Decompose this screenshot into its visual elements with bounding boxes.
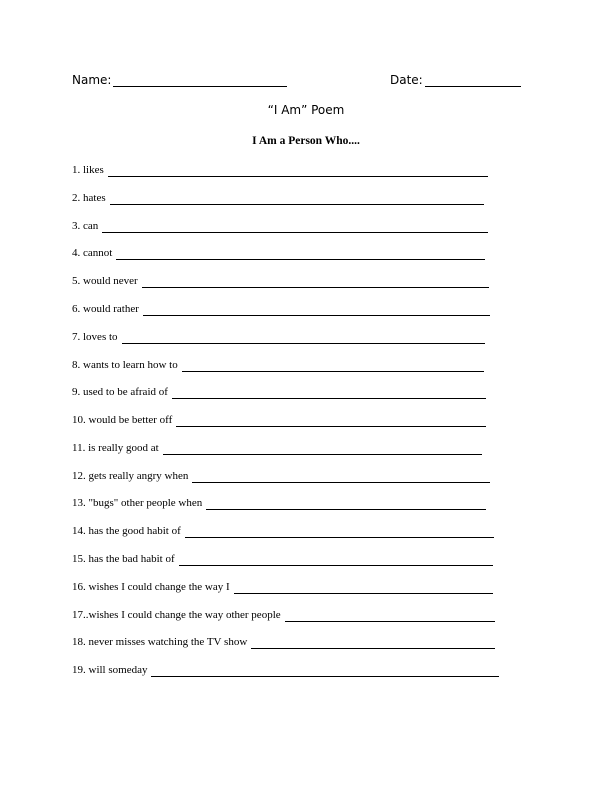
prompt-line-8[interactable]: [72, 359, 484, 372]
prompt-text: will someday: [88, 664, 148, 676]
answer-blank[interactable]: [285, 611, 495, 622]
answer-blank[interactable]: [192, 472, 490, 483]
poem-title: “I Am” Poem: [267, 103, 345, 117]
prompt-text: has the good habit of: [88, 525, 181, 537]
answer-blank[interactable]: [182, 361, 484, 372]
prompt-text: is really good at: [88, 442, 159, 454]
name-line[interactable]: [113, 73, 287, 87]
prompt-text: wants to learn how to: [83, 359, 178, 371]
prompt-text: used to be afraid of: [83, 386, 168, 398]
answer-blank[interactable]: [143, 305, 490, 316]
prompt-line-2[interactable]: [72, 192, 484, 205]
prompt-line-3[interactable]: [72, 220, 488, 233]
answer-blank[interactable]: [151, 666, 499, 677]
answer-blank[interactable]: [172, 388, 486, 399]
prompt-number: 17..: [72, 609, 89, 621]
prompt-line-17[interactable]: [72, 609, 495, 622]
date-line[interactable]: [425, 73, 521, 87]
prompt-line-10[interactable]: [72, 414, 486, 427]
prompt-line-4[interactable]: [72, 247, 485, 260]
prompt-number: 11.: [72, 442, 86, 454]
prompt-line-19[interactable]: [72, 664, 499, 677]
prompt-line-6[interactable]: [72, 303, 490, 316]
name-field[interactable]: [72, 73, 287, 87]
prompt-text: wishes I could change the way other people: [88, 609, 281, 621]
prompt-text: hates: [83, 192, 106, 204]
prompt-number: 16.: [72, 581, 86, 593]
answer-blank[interactable]: [185, 527, 494, 538]
prompt-text: has the bad habit of: [88, 553, 175, 565]
prompt-line-12[interactable]: [72, 470, 490, 483]
answer-blank[interactable]: [110, 194, 484, 205]
prompt-number: 18.: [72, 636, 86, 648]
prompt-number: 5.: [72, 275, 81, 287]
answer-blank[interactable]: [234, 583, 493, 594]
prompt-line-16[interactable]: [72, 581, 493, 594]
prompt-text: would be better off: [88, 414, 173, 426]
prompt-number: 8.: [72, 359, 81, 371]
answer-blank[interactable]: [122, 333, 485, 344]
prompt-number: 2.: [72, 192, 81, 204]
answer-blank[interactable]: [163, 444, 482, 455]
prompt-number: 13.: [72, 497, 86, 509]
prompt-line-14[interactable]: [72, 525, 494, 538]
prompt-line-9[interactable]: [72, 386, 486, 399]
date-field[interactable]: [390, 73, 521, 87]
prompt-number: 1.: [72, 164, 81, 176]
prompt-number: 4.: [72, 247, 81, 259]
prompt-number: 3.: [72, 220, 81, 232]
prompt-text: never misses watching the TV show: [88, 636, 248, 648]
answer-blank[interactable]: [116, 249, 485, 260]
answer-blank[interactable]: [102, 222, 488, 233]
prompt-number: 10.: [72, 414, 86, 426]
prompt-line-5[interactable]: [72, 275, 489, 288]
prompt-line-7[interactable]: [72, 331, 485, 344]
prompt-text: loves to: [83, 331, 118, 343]
prompt-number: 7.: [72, 331, 81, 343]
prompt-text: can: [83, 220, 99, 232]
prompt-line-13[interactable]: [72, 497, 486, 510]
prompt-number: 19.: [72, 664, 86, 676]
answer-blank[interactable]: [251, 638, 495, 649]
prompt-text: wishes I could change the way I: [88, 581, 230, 593]
prompt-text: gets really angry when: [88, 470, 189, 482]
prompt-text: would rather: [83, 303, 139, 315]
prompt-line-15[interactable]: [72, 553, 493, 566]
date-label: Date:: [390, 73, 423, 87]
answer-blank[interactable]: [176, 416, 486, 427]
prompt-line-1[interactable]: [72, 164, 488, 177]
prompt-text: likes: [83, 164, 104, 176]
answer-blank[interactable]: [179, 555, 493, 566]
prompt-number: 6.: [72, 303, 81, 315]
prompt-number: 15.: [72, 553, 86, 565]
answer-blank[interactable]: [206, 499, 486, 510]
prompt-text: cannot: [83, 247, 113, 259]
prompt-line-18[interactable]: [72, 636, 495, 649]
prompt-text: "bugs" other people when: [88, 497, 203, 509]
name-label: Name:: [72, 73, 112, 87]
prompt-number: 14.: [72, 525, 86, 537]
prompt-number: 12.: [72, 470, 86, 482]
answer-blank[interactable]: [108, 166, 488, 177]
answer-blank[interactable]: [142, 277, 489, 288]
poem-subtitle: I Am a Person Who....: [252, 135, 360, 147]
prompt-number: 9.: [72, 386, 81, 398]
prompt-line-11[interactable]: [72, 442, 482, 455]
prompt-text: would never: [83, 275, 138, 287]
